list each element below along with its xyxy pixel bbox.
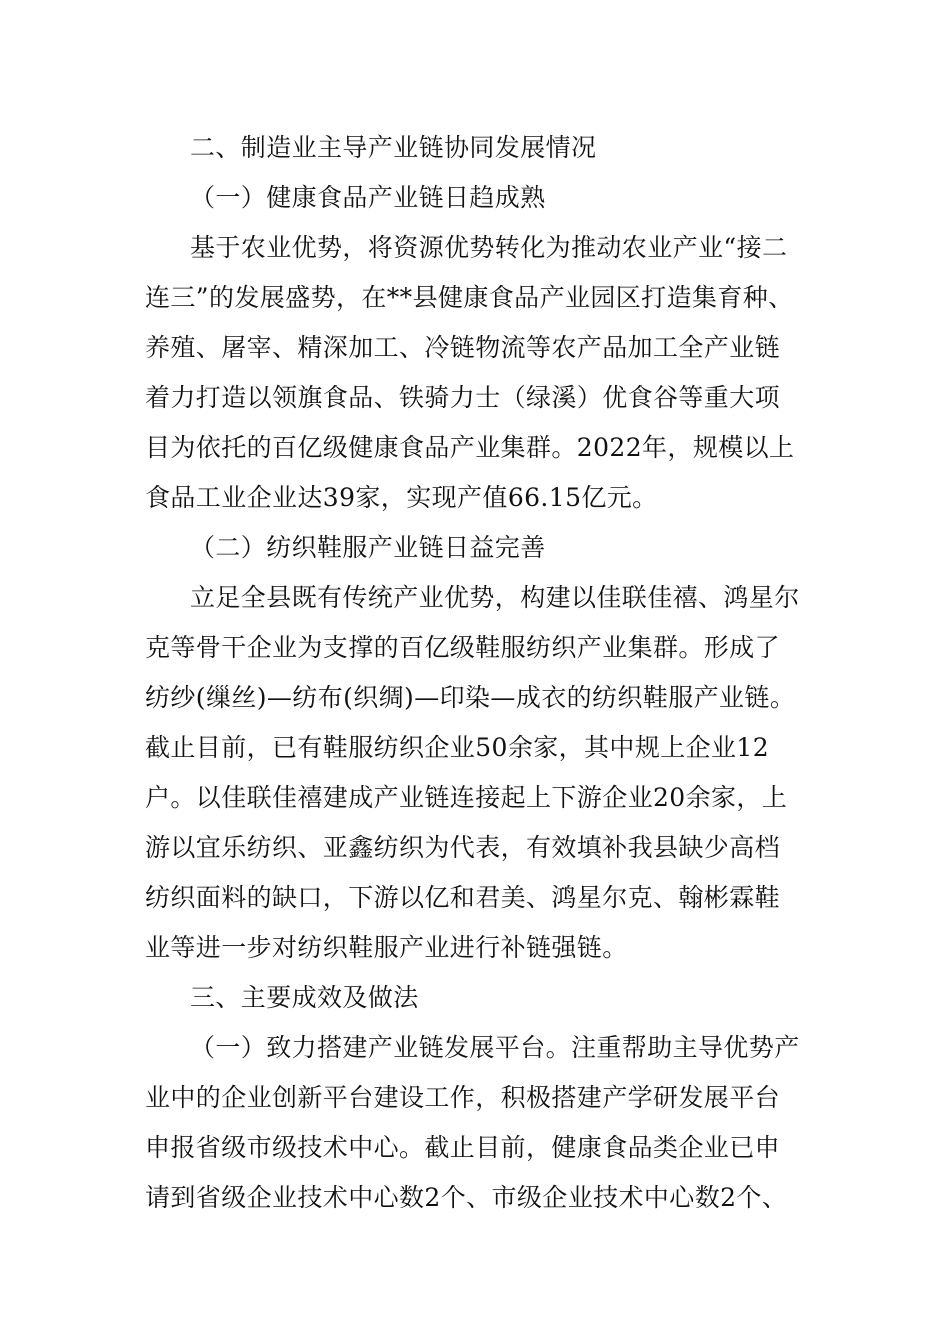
paragraph-line: 纺织面料的缺口，下游以亿和君美、鸿星尔克、翰彬霖鞋 xyxy=(145,883,781,912)
paragraph-line: 食品工业企业达39家，实现产值66.15亿元。 xyxy=(145,483,658,512)
paragraph-line: 截止目前，已有鞋服纺织企业50余家，其中规上企业12 xyxy=(145,733,770,762)
subheading-health-food: （一）健康食品产业链日趋成熟 xyxy=(190,183,546,212)
paragraph-line: 克等骨干企业为支撑的百亿级鞋服纺织产业集群。形成了 xyxy=(145,633,781,662)
section-heading-3: 三、主要成效及做法 xyxy=(190,983,419,1012)
paragraph-line: 申报省级市级技术中心。截止目前，健康食品类企业已申 xyxy=(145,1133,781,1162)
paragraph-line: 立足全县既有传统产业优势，构建以佳联佳禧、鸿星尔 xyxy=(190,583,800,612)
paragraph-line: 户。以佳联佳禧建成产业链连接起上下游企业20余家，上 xyxy=(145,783,788,812)
paragraph-line: 纺纱(缫丝)—纺布(织绸)—印染—成衣的纺织鞋服产业链。 xyxy=(145,683,796,712)
paragraph-line: 游以宜乐纺织、亚鑫纺织为代表，有效填补我县缺少高档 xyxy=(145,833,781,862)
paragraph-line: 目为依托的百亿级健康食品产业集群。2022年，规模以上 xyxy=(145,433,795,462)
paragraph-line: 着力打造以领旗食品、铁骑力士（绿溪）优食谷等重大项 xyxy=(145,383,781,412)
paragraph-line: 业等进一步对纺织鞋服产业进行补链强链。 xyxy=(145,933,628,962)
paragraph-line: 基于农业优势，将资源优势转化为推动农业产业“接二 xyxy=(190,233,788,262)
paragraph-line: （一）致力搭建产业链发展平台。注重帮助主导优势产 xyxy=(190,1033,800,1062)
subheading-textile: （二）纺织鞋服产业链日益完善 xyxy=(190,533,546,562)
paragraph-line: 连三”的发展盛势，在**县健康食品产业园区打造集育种、 xyxy=(145,283,794,312)
section-heading-2: 二、制造业主导产业链协同发展情况 xyxy=(190,133,597,162)
paragraph-line: 业中的企业创新平台建设工作，积极搭建产学研发展平台 xyxy=(145,1083,781,1112)
paragraph-line: 请到省级企业技术中心数2个、市级企业技术中心数2个、 xyxy=(145,1183,788,1212)
paragraph-line: 养殖、屠宰、精深加工、冷链物流等农产品加工全产业链 xyxy=(145,333,781,362)
